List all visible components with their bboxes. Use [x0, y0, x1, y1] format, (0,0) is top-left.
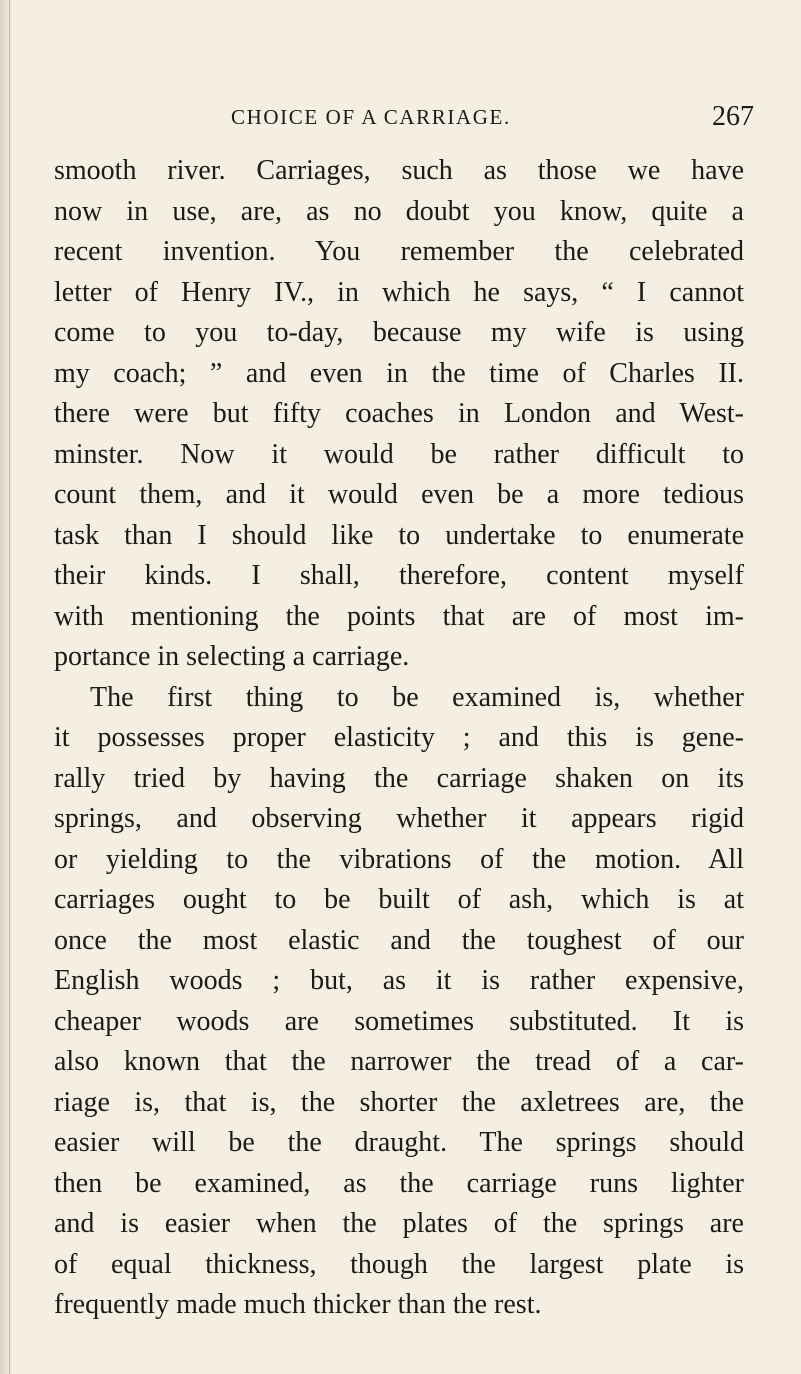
- running-head: CHOICE OF A CARRIAGE.: [231, 105, 511, 129]
- text-line: carriages ought to be built of ash, which is at: [54, 884, 744, 915]
- text-line: then be examined, as the carriage runs lighter: [54, 1167, 744, 1199]
- text-line: once the most elastic and the toughest of our: [54, 924, 744, 956]
- text-line: it possesses proper elasticity ; and this is gene-: [54, 722, 744, 753]
- text-line: easier will be the draught. The springs should: [54, 1127, 744, 1158]
- text-line: frequently made much thicker than the rest.: [54, 1289, 542, 1320]
- text-line: riage is, that is, the shorter the axletrees are, the: [54, 1086, 744, 1118]
- text-line: or yielding to the vibrations of the motion. All: [54, 843, 744, 875]
- text-line: smooth river. Carriages, such as those we have: [54, 155, 744, 186]
- text-line: now in use, are, as no doubt you know, quite a: [54, 195, 744, 227]
- text-line: letter of Henry IV., in which he says, “ I cannot: [54, 276, 744, 308]
- text-line: count them, and it would even be a more tedious: [54, 479, 744, 510]
- text-line: come to you to-day, because my wife is using: [54, 317, 744, 348]
- text-line: recent invention. You remember the celebrated: [54, 236, 744, 267]
- text-line: there were but fifty coaches in London and West-: [54, 398, 744, 429]
- text-line: and is easier when the plates of the springs are: [54, 1208, 744, 1239]
- page-gutter-shadow: [0, 0, 14, 1374]
- text-line: cheaper woods are sometimes substituted. It is: [54, 1005, 744, 1037]
- page-header: [0, 101, 801, 141]
- text-line: rally tried by having the carriage shaken on its: [54, 762, 744, 794]
- text-line: portance in selecting a carriage.: [54, 641, 410, 672]
- text-line: minster. Now it would be rather difficult to: [54, 438, 744, 470]
- text-line: springs, and observing whether it appears rigid: [54, 803, 744, 834]
- text-line: my coach; ” and even in the time of Charles II.: [54, 357, 744, 389]
- body-text: [54, 151, 744, 1326]
- page-edge: [9, 0, 10, 1374]
- text-line: with mentioning the points that are of most im-: [54, 600, 744, 632]
- text-line: English woods ; but, as it is rather expensive,: [54, 965, 744, 996]
- paragraph-first-line: The first thing to be examined is, whether: [90, 681, 744, 713]
- text-line: of equal thickness, though the largest plate is: [54, 1248, 744, 1280]
- text-line: also known that the narrower the tread of a car-: [54, 1046, 744, 1077]
- page-number: 267: [712, 101, 754, 132]
- text-line: task than I should like to undertake to enumerate: [54, 519, 744, 551]
- text-line: their kinds. I shall, therefore, content myself: [54, 560, 744, 591]
